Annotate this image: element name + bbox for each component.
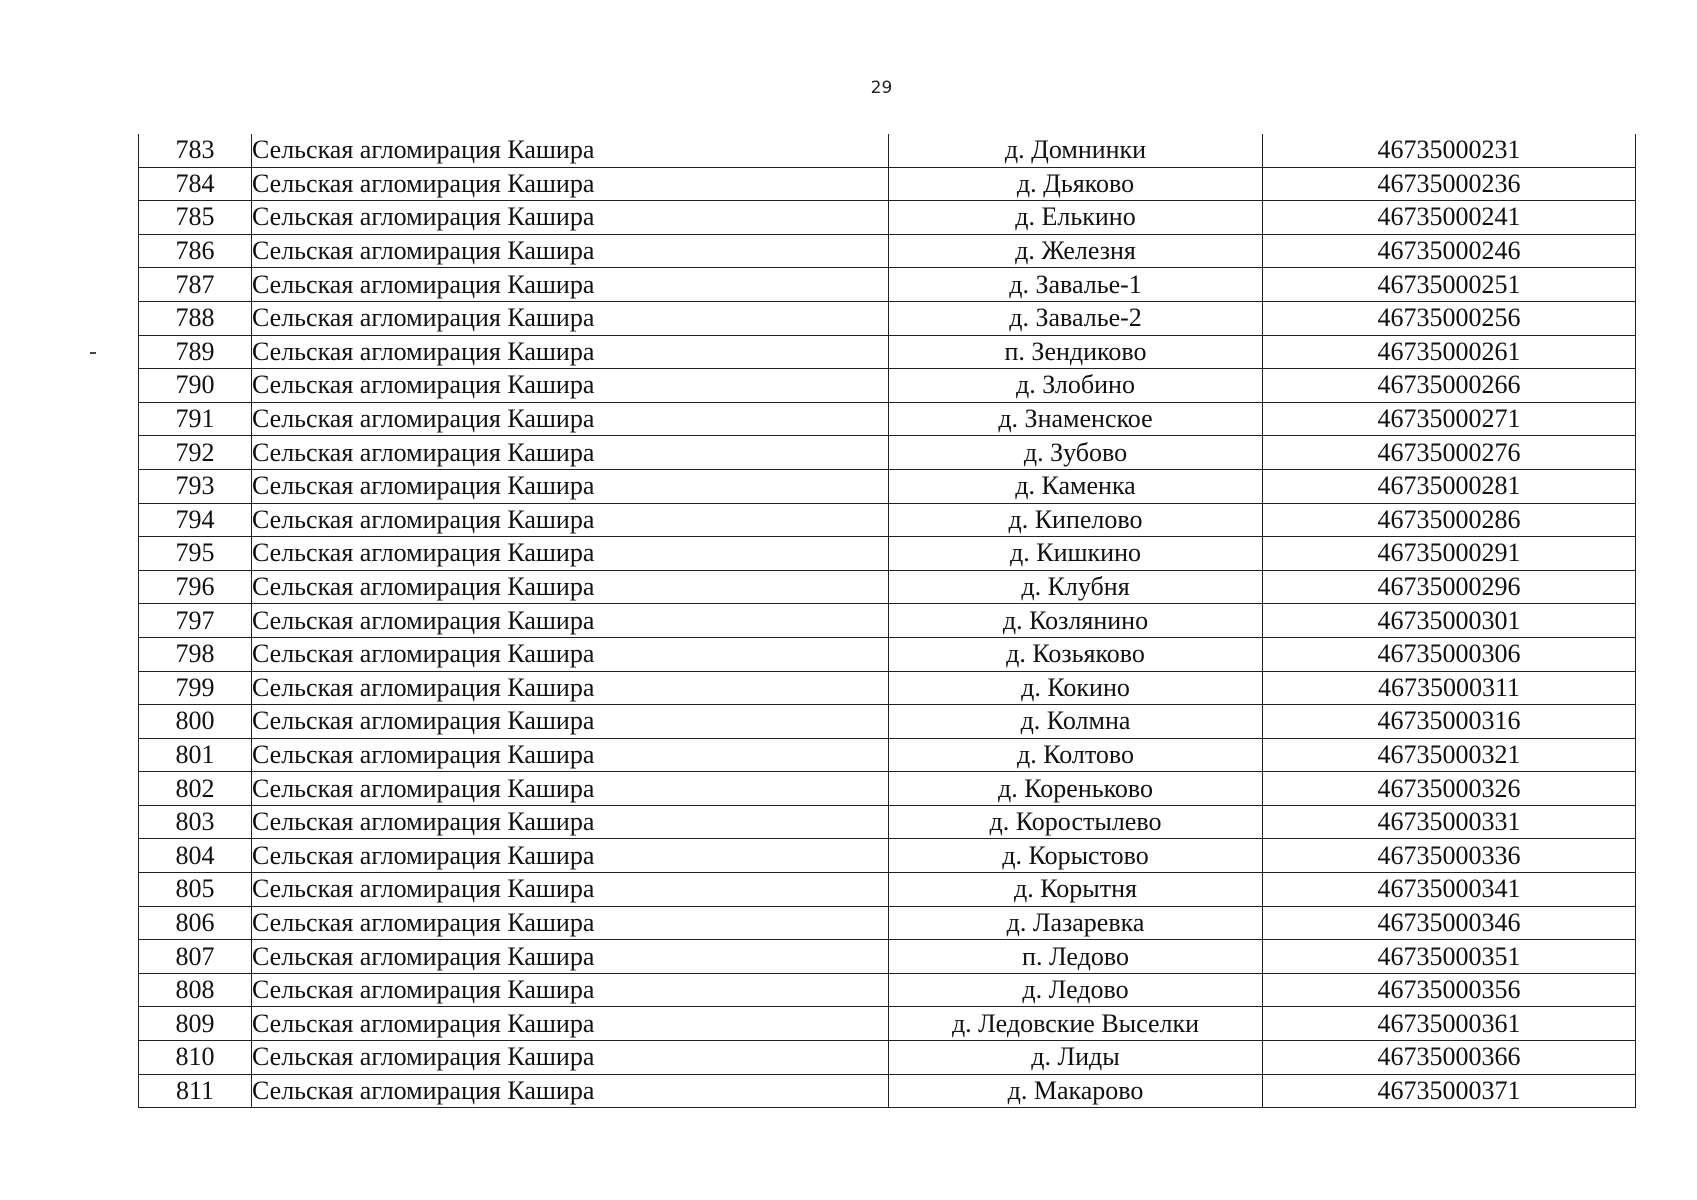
locality-cell: д. Дьяково [889,167,1263,201]
agglomeration-cell: Сельская агломирация Кашира [252,201,889,235]
oktmo-code-cell: 46735000236 [1263,167,1636,201]
agglomeration-cell: Сельская агломирация Кашира [252,772,889,806]
table-row [139,805,1636,839]
agglomeration-cell: Сельская агломирация Кашира [252,167,889,201]
row-number-cell: 795 [139,537,252,571]
oktmo-code-cell: 46735000321 [1263,738,1636,772]
table-row [139,503,1636,537]
table-row [139,436,1636,470]
oktmo-code-cell: 46735000346 [1263,906,1636,940]
agglomeration-cell: Сельская агломирация Кашира [252,369,889,403]
oktmo-code-cell: 46735000316 [1263,705,1636,739]
oktmo-code-cell: 46735000311 [1263,671,1636,705]
oktmo-code-cell: 46735000291 [1263,537,1636,571]
locality-cell: д. Железня [889,234,1263,268]
locality-cell: д. Каменка [889,469,1263,503]
page-number: 29 [870,78,893,98]
table-row [139,738,1636,772]
row-number-cell: 799 [139,671,252,705]
agglomeration-cell: Сельская агломирация Кашира [252,637,889,671]
agglomeration-cell: Сельская агломирация Кашира [252,234,889,268]
row-number-cell: 802 [139,772,252,806]
row-number-cell: 783 [139,134,252,167]
locality-cell: д. Знаменское [889,402,1263,436]
row-number-cell: 785 [139,201,252,235]
agglomeration-cell: Сельская агломирация Кашира [252,436,889,470]
oktmo-code-cell: 46735000296 [1263,570,1636,604]
agglomeration-cell: Сельская агломирация Кашира [252,134,889,167]
agglomeration-cell: Сельская агломирация Кашира [252,805,889,839]
agglomeration-cell: Сельская агломирация Кашира [252,335,889,369]
registry-table-body [139,134,1636,1108]
locality-cell: д. Кипелово [889,503,1263,537]
agglomeration-cell: Сельская агломирация Кашира [252,940,889,974]
agglomeration-cell: Сельская агломирация Кашира [252,570,889,604]
table-row [139,1041,1636,1075]
locality-cell: д. Кореньково [889,772,1263,806]
oktmo-code-cell: 46735000256 [1263,301,1636,335]
oktmo-code-cell: 46735000271 [1263,402,1636,436]
table-row [139,402,1636,436]
table-row [139,335,1636,369]
oktmo-code-cell: 46735000371 [1263,1074,1636,1108]
locality-cell: д. Корыстово [889,839,1263,873]
agglomeration-cell: Сельская агломирация Кашира [252,402,889,436]
agglomeration-cell: Сельская агломирация Кашира [252,873,889,907]
agglomeration-cell: Сельская агломирация Кашира [252,1007,889,1041]
agglomeration-cell: Сельская агломирация Кашира [252,906,889,940]
table-row [139,134,1636,167]
agglomeration-cell: Сельская агломирация Кашира [252,503,889,537]
agglomeration-cell: Сельская агломирация Кашира [252,537,889,571]
oktmo-code-cell: 46735000286 [1263,503,1636,537]
row-number-cell: 806 [139,906,252,940]
table-row [139,570,1636,604]
agglomeration-cell: Сельская агломирация Кашира [252,1041,889,1075]
row-number-cell: 804 [139,839,252,873]
locality-cell: д. Корытня [889,873,1263,907]
row-number-cell: 810 [139,1041,252,1075]
oktmo-code-cell: 46735000331 [1263,805,1636,839]
row-number-cell: 801 [139,738,252,772]
locality-cell: д. Коростылево [889,805,1263,839]
locality-cell: д. Кокино [889,671,1263,705]
oktmo-code-cell: 46735000301 [1263,604,1636,638]
table-row [139,839,1636,873]
table-row [139,537,1636,571]
table-row [139,301,1636,335]
agglomeration-cell: Сельская агломирация Кашира [252,671,889,705]
row-number-cell: 800 [139,705,252,739]
table-row [139,940,1636,974]
oktmo-code-cell: 46735000361 [1263,1007,1636,1041]
row-number-cell: 786 [139,234,252,268]
locality-cell: д. Ледовские Выселки [889,1007,1263,1041]
row-number-cell: 790 [139,369,252,403]
row-number-cell: 797 [139,604,252,638]
agglomeration-cell: Сельская агломирация Кашира [252,1074,889,1108]
table-row [139,772,1636,806]
table-row [139,1074,1636,1108]
row-number-cell: 796 [139,570,252,604]
oktmo-code-cell: 46735000241 [1263,201,1636,235]
row-number-cell: 798 [139,637,252,671]
oktmo-code-cell: 46735000366 [1263,1041,1636,1075]
table-row [139,604,1636,638]
agglomeration-cell: Сельская агломирация Кашира [252,469,889,503]
table-row [139,268,1636,302]
locality-cell: п. Ледово [889,940,1263,974]
agglomeration-cell: Сельская агломирация Кашира [252,973,889,1007]
table-row [139,906,1636,940]
locality-cell: д. Козлянино [889,604,1263,638]
row-number-cell: 803 [139,805,252,839]
row-number-cell: 807 [139,940,252,974]
agglomeration-cell: Сельская агломирация Кашира [252,839,889,873]
oktmo-code-cell: 46735000306 [1263,637,1636,671]
table-row [139,705,1636,739]
scan-artifact-mark [90,352,96,354]
row-number-cell: 789 [139,335,252,369]
locality-cell: д. Елькино [889,201,1263,235]
row-number-cell: 811 [139,1074,252,1108]
table-row [139,873,1636,907]
oktmo-code-cell: 46735000261 [1263,335,1636,369]
table-row [139,973,1636,1007]
table-row [139,1007,1636,1041]
oktmo-code-cell: 46735000326 [1263,772,1636,806]
row-number-cell: 805 [139,873,252,907]
agglomeration-cell: Сельская агломирация Кашира [252,301,889,335]
oktmo-code-cell: 46735000341 [1263,873,1636,907]
row-number-cell: 794 [139,503,252,537]
table-row [139,671,1636,705]
table-row [139,234,1636,268]
oktmo-code-cell: 46735000251 [1263,268,1636,302]
locality-cell: д. Лазаревка [889,906,1263,940]
locality-cell: п. Зендиково [889,335,1263,369]
locality-cell: д. Зубово [889,436,1263,470]
row-number-cell: 791 [139,402,252,436]
row-number-cell: 809 [139,1007,252,1041]
locality-cell: д. Лиды [889,1041,1263,1075]
locality-cell: д. Кишкино [889,537,1263,571]
oktmo-code-cell: 46735000231 [1263,134,1636,167]
oktmo-code-cell: 46735000276 [1263,436,1636,470]
row-number-cell: 808 [139,973,252,1007]
locality-cell: д. Колтово [889,738,1263,772]
locality-cell: д. Завалье-1 [889,268,1263,302]
oktmo-code-cell: 46735000336 [1263,839,1636,873]
locality-cell: д. Козьяково [889,637,1263,671]
locality-cell: д. Клубня [889,570,1263,604]
table-row [139,637,1636,671]
locality-cell: д. Злобино [889,369,1263,403]
agglomeration-cell: Сельская агломирация Кашира [252,268,889,302]
row-number-cell: 792 [139,436,252,470]
agglomeration-cell: Сельская агломирация Кашира [252,705,889,739]
oktmo-code-cell: 46735000351 [1263,940,1636,974]
locality-cell: д. Макарово [889,1074,1263,1108]
table-row [139,201,1636,235]
locality-cell: д. Домнинки [889,134,1263,167]
table-row [139,469,1636,503]
table-row [139,167,1636,201]
locality-cell: д. Колмна [889,705,1263,739]
locality-cell: д. Ледово [889,973,1263,1007]
oktmo-code-cell: 46735000281 [1263,469,1636,503]
row-number-cell: 784 [139,167,252,201]
table-row [139,369,1636,403]
oktmo-code-cell: 46735000266 [1263,369,1636,403]
oktmo-code-cell: 46735000356 [1263,973,1636,1007]
row-number-cell: 793 [139,469,252,503]
agglomeration-cell: Сельская агломирация Кашира [252,604,889,638]
locality-registry-table [138,134,1636,1108]
oktmo-code-cell: 46735000246 [1263,234,1636,268]
locality-cell: д. Завалье-2 [889,301,1263,335]
agglomeration-cell: Сельская агломирация Кашира [252,738,889,772]
row-number-cell: 788 [139,301,252,335]
row-number-cell: 787 [139,268,252,302]
